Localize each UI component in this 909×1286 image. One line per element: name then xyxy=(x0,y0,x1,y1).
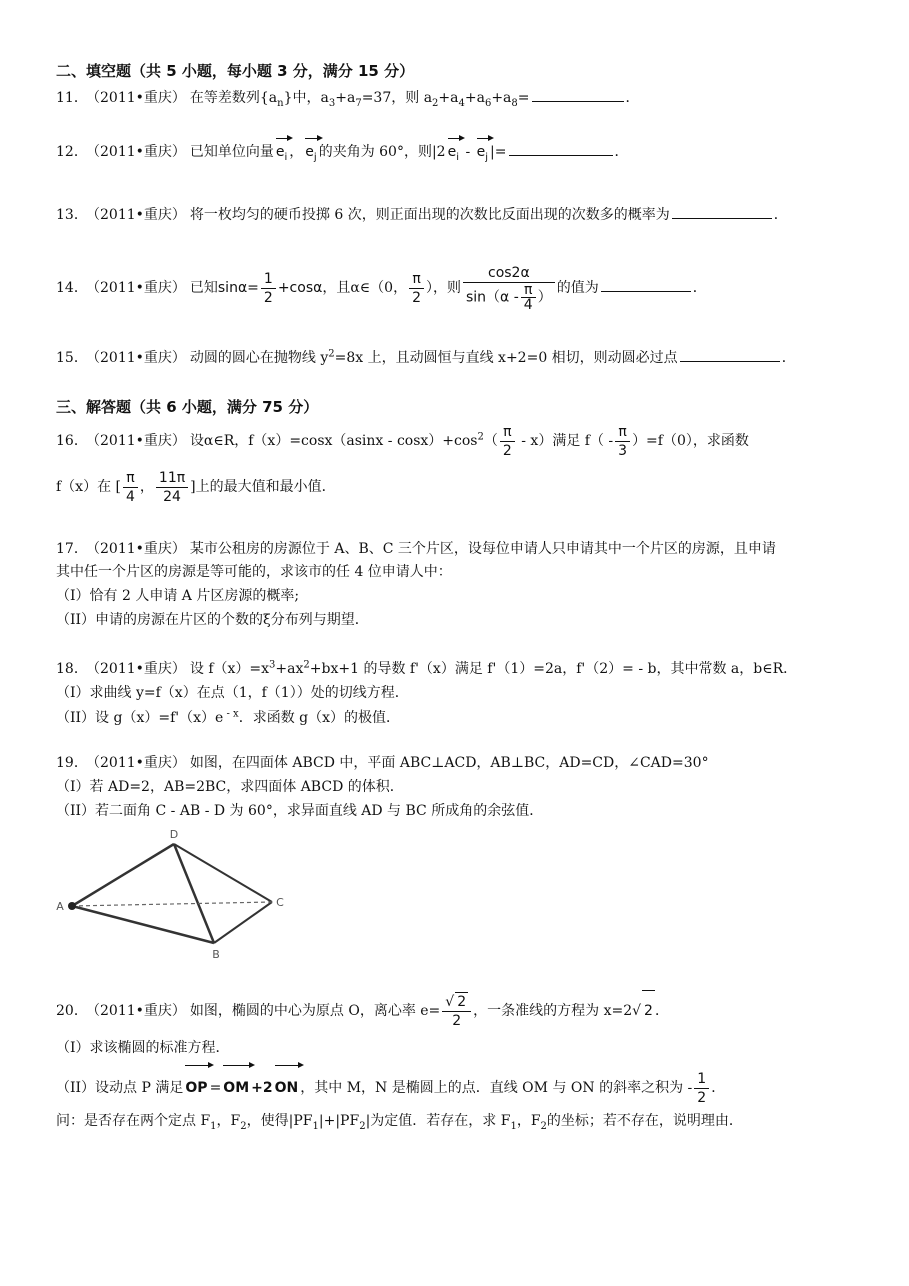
question-text: ]上的最大值和最小值． xyxy=(190,479,336,495)
question-number: 13． xyxy=(56,207,88,223)
fraction: $\frac{\pi}{4}$ xyxy=(123,469,138,506)
label-c: C xyxy=(276,896,284,909)
question-14 xyxy=(56,264,707,312)
vector-ei: $e_i$ xyxy=(276,136,287,162)
vector-op: OP xyxy=(185,1063,207,1107)
superscript: 2 xyxy=(303,659,310,671)
question-text: （ xyxy=(483,433,498,449)
question-text: =8x 上，且动圆恒与直线 x+2=0 相切，则动圆必过点 xyxy=(334,350,678,366)
fraction: $\frac{\pi}{2}$ xyxy=(409,270,424,307)
question-text: 如图，椭圆的中心为原点 O，离心率 e= xyxy=(189,1003,441,1019)
question-text: 设α∈R，f（x）=cosx（asinx - cosx）+cos xyxy=(189,433,478,449)
edge-ad xyxy=(72,844,174,906)
question-text: 问：是否存在两个定点 F xyxy=(56,1113,211,1129)
question-number: 18． xyxy=(56,661,88,677)
superscript: 3 xyxy=(269,659,276,671)
vector-on: ON xyxy=(275,1063,299,1107)
question-17-part-1: （I）恰有 2 人申请 A 片区房源的概率; xyxy=(56,588,300,604)
question-text: ，F xyxy=(516,1113,541,1129)
question-text: - x）满足 f（ - xyxy=(516,433,614,449)
question-number: 16． xyxy=(56,433,88,449)
question-text: ． xyxy=(625,90,640,106)
question-source: （2011•重庆） xyxy=(86,541,186,557)
subscript: 2 xyxy=(359,1120,366,1132)
subscript: n xyxy=(277,97,284,109)
question-source: （2011•重庆） xyxy=(86,661,186,677)
question-text: +a xyxy=(335,90,356,106)
superscript: 2 xyxy=(328,348,335,360)
question-20-part-1: （I）求该椭圆的标准方程． xyxy=(56,1040,230,1056)
subscript: 6 xyxy=(484,97,492,109)
question-18-part-2 xyxy=(56,708,400,728)
question-number: 19． xyxy=(56,755,88,771)
subscript: 4 xyxy=(458,97,465,109)
question-text: ，且α∈（0， xyxy=(322,280,408,296)
question-20-part-2 xyxy=(56,1063,725,1107)
answer-blank[interactable] xyxy=(509,141,613,156)
label-b: B xyxy=(212,948,220,961)
answer-blank[interactable] xyxy=(680,347,780,362)
question-text: 某市公租房的房源位于 A、B、C 三个片区，设每位申请人只申请其中一个片区的房源，且申请 xyxy=(189,541,776,557)
question-11 xyxy=(56,87,640,108)
question-text: }中，a xyxy=(283,90,329,106)
question-text: ， xyxy=(139,479,154,495)
question-17-line-1 xyxy=(56,539,776,559)
fraction: $\frac{\pi}{2}$ xyxy=(500,423,515,460)
subscript: 8 xyxy=(511,97,518,109)
question-text: ． xyxy=(614,144,629,160)
question-number: 15． xyxy=(56,350,88,366)
question-text: ）=f（0），求函数 xyxy=(632,433,749,449)
question-text: （II）设动点 P 满足 xyxy=(56,1080,184,1096)
question-18-part-1: （I）求曲线 y=f（x）在点（1，f（1））处的切线方程． xyxy=(56,685,409,701)
question-text: ． xyxy=(711,1080,726,1096)
question-source: （2011•重庆） xyxy=(86,1003,186,1019)
subscript: 2 xyxy=(432,97,439,109)
edge-ab xyxy=(72,906,214,943)
subscript: 2 xyxy=(240,1120,247,1132)
edge-dc xyxy=(174,844,272,902)
question-text: 将一枚均匀的硬币投掷 6 次，则正面出现的次数比反面出现的次数多的概率为 xyxy=(189,207,670,223)
question-16-line-1 xyxy=(56,422,749,460)
tetrahedron-figure xyxy=(56,828,296,968)
subscript: 7 xyxy=(355,97,362,109)
answer-blank[interactable] xyxy=(532,87,624,102)
question-source: （2011•重庆） xyxy=(86,144,186,160)
question-text: ． xyxy=(781,350,796,366)
question-text: 的值为 xyxy=(556,280,599,296)
question-19-line-1 xyxy=(56,753,709,773)
question-19-part-2: （II）若二面角 C - AB - D 为 60°，求异面直线 AD 与 BC 所成角的余弦值． xyxy=(56,803,544,819)
question-text: =37，则 a xyxy=(361,90,433,106)
edge-ac-hidden xyxy=(72,902,272,906)
question-number: 11． xyxy=(56,90,88,106)
question-text: +a xyxy=(438,90,459,106)
question-17-line-2: 其中任一个片区的房源是等可能的，求该市的任 4 位申请人中： xyxy=(56,564,452,580)
question-20-part-3 xyxy=(56,1111,743,1131)
fraction: $\frac{\pi}{3}$ xyxy=(615,423,630,460)
question-source: （2011•重庆） xyxy=(86,90,186,106)
subscript: 3 xyxy=(328,97,336,109)
math-expr: +2 xyxy=(251,1080,273,1096)
question-source: （2011•重庆） xyxy=(86,207,186,223)
vector-ei: $e_i$ xyxy=(448,136,459,162)
edge-db xyxy=(174,844,214,943)
vector-ej: $e_j$ xyxy=(477,136,488,162)
math-expr: +cosα xyxy=(277,280,323,296)
question-text: +ax xyxy=(275,661,304,677)
question-text: ，F xyxy=(216,1113,241,1129)
question-18-line-1 xyxy=(56,659,797,679)
question-text: +bx+1 的导数 f'（x）满足 f'（1）=2a，f'（2）= - b，其中常数 a，b∈R． xyxy=(309,661,798,677)
question-text: = xyxy=(517,90,530,106)
question-number: 20． xyxy=(56,1003,88,1019)
section-title-solve: 三、解答题（共 6 小题，满分 75 分） xyxy=(56,398,319,416)
question-13 xyxy=(56,204,788,225)
question-text: ． xyxy=(692,280,707,296)
fraction: cos2α sin（α - $\frac{\pi}{4}$ ） xyxy=(463,264,555,312)
question-text: 如图，在四面体 ABCD 中，平面 ABC⊥ACD，AB⊥BC，AD=CD，∠CAD=30° xyxy=(189,755,709,771)
question-text: - xyxy=(461,144,475,160)
question-text: ．求函数 g（x）的极值． xyxy=(238,710,401,726)
subscript: 1 xyxy=(312,1120,319,1132)
sqrt-expr: √ 2 xyxy=(632,1003,655,1019)
subscript: 1 xyxy=(510,1120,517,1132)
question-text: 的夹角为 60°，则|2 xyxy=(318,144,446,160)
math-expr: sinα= xyxy=(217,280,259,296)
question-15 xyxy=(56,347,796,368)
question-text: ． xyxy=(773,207,788,223)
question-20-line-1 xyxy=(56,990,669,1031)
edge-bc xyxy=(214,902,272,943)
superscript: - x xyxy=(223,708,239,720)
question-text: +a xyxy=(491,90,512,106)
fraction: $\frac{√ 2}{2}$ xyxy=(442,992,471,1030)
superscript: 2 xyxy=(477,431,484,443)
question-number: 14． xyxy=(56,280,88,296)
question-text: （II）设 g（x）=f'（x）e xyxy=(56,710,224,726)
question-text: ． xyxy=(654,1003,669,1019)
question-16-line-2 xyxy=(56,468,336,506)
question-number: 12． xyxy=(56,144,88,160)
question-text: f（x）在 [ xyxy=(56,479,121,495)
question-text: ，一条准线的方程为 x=2 xyxy=(473,1003,633,1019)
question-text: 设 f（x）=x xyxy=(189,661,270,677)
question-17-part-2: （II）申请的房源在片区的个数的ξ分布列与期望． xyxy=(56,612,369,628)
question-text: 已知 xyxy=(189,280,218,296)
question-number: 17． xyxy=(56,541,88,557)
question-text: ，其中 M，N 是椭圆上的点．直线 OM 与 ON 的斜率之积为 - xyxy=(300,1080,693,1096)
question-source: （2011•重庆） xyxy=(86,280,186,296)
question-text: |= xyxy=(490,144,507,160)
question-source: （2011•重庆） xyxy=(86,755,186,771)
question-text: 动圆的圆心在抛物线 y xyxy=(189,350,329,366)
vertex-a xyxy=(68,902,76,910)
question-text: 已知单位向量 xyxy=(189,144,274,160)
question-text: |为定值．若存在，求 F xyxy=(365,1113,511,1129)
question-source: （2011•重庆） xyxy=(86,350,186,366)
question-source: （2011•重庆） xyxy=(86,433,186,449)
section-title-fill: 二、填空题（共 5 小题，每小题 3 分，满分 15 分） xyxy=(56,62,415,80)
label-d: D xyxy=(169,828,179,841)
subscript: 2 xyxy=(540,1120,547,1132)
question-text: ），则 xyxy=(426,280,461,296)
vector-om: OM xyxy=(223,1063,249,1107)
question-text: 在等差数列{a xyxy=(189,90,278,106)
fraction: $\frac{1}{2}$ xyxy=(261,270,276,307)
question-text: |+|PF xyxy=(318,1113,360,1129)
subscript: 1 xyxy=(210,1120,217,1132)
fraction: $\frac{1}{2}$ xyxy=(694,1070,709,1107)
question-19-part-1: （I）若 AD=2，AB=2BC，求四面体 ABCD 的体积． xyxy=(56,779,404,795)
question-text: ， xyxy=(289,144,304,160)
question-text: +a xyxy=(464,90,485,106)
label-a: A xyxy=(56,900,64,913)
answer-blank[interactable] xyxy=(672,204,772,219)
question-12 xyxy=(56,136,629,162)
fraction: $\frac{11\pi}{24}$ xyxy=(156,469,188,506)
math-expr: = xyxy=(209,1080,222,1096)
question-text: ，使得|PF xyxy=(246,1113,313,1129)
vector-ej: $e_j$ xyxy=(305,136,316,162)
question-text: 的坐标；若不存在，说明理由． xyxy=(546,1113,743,1129)
answer-blank[interactable] xyxy=(601,277,691,292)
